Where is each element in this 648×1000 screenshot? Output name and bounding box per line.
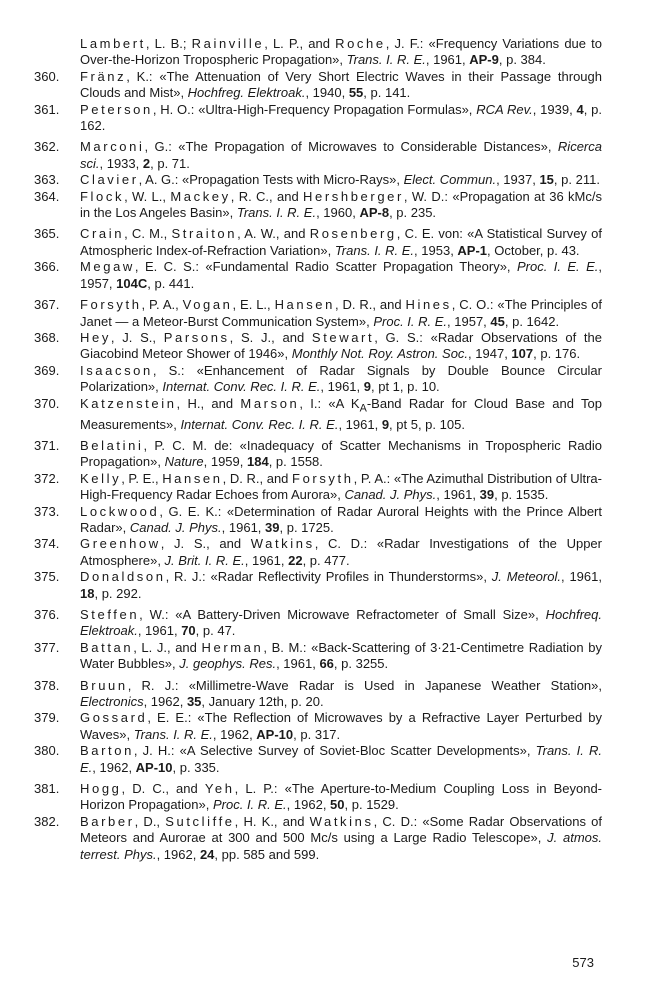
reference-text: , p. 47.: [195, 623, 236, 639]
reference-text: , H. O.: «Ultra-High-Frequency Propagation Formulas»,: [152, 101, 477, 117]
page-number: 573: [572, 955, 594, 970]
volume-number: 50: [330, 797, 345, 813]
author-name: Hogg: [80, 781, 122, 797]
author-name: Steffen: [80, 607, 140, 622]
author-name: Parsons: [163, 329, 230, 345]
reference-entry: 365. Crain, C. M., Straiton, A. W., and Rosenberg, C. E. von: «A Statistical Survey of Atmospheric Index-of-Refraction Variation», Trans. I. R. E., 1953, AP-1, October, p. 43.: [34, 226, 603, 258]
reference-text: , A. W., and: [237, 226, 310, 242]
reference-text: , H. K., and: [234, 813, 310, 829]
reference-text: , K.: «The Attenuation of Very Short Electric Waves in their Passage through Clouds and Mist»,: [80, 68, 602, 101]
author-name: Greenhow: [80, 536, 161, 552]
author-name: Katzenstein: [80, 395, 177, 411]
journal-name: Proc. I. E. E.: [516, 259, 599, 275]
author-name: Peterson: [80, 101, 153, 117]
reference-text: , L. B.;: [145, 36, 192, 51]
reference-text: , D. C., and: [121, 781, 205, 797]
volume-number: 24: [199, 846, 215, 862]
volume-number: 9: [381, 416, 390, 432]
reference-entry: 379. Gossard, E. E.: «The Reflection of Microwaves by a Refractive Layer Perturbed by Waves», Trans. I. R. E., 1962, AP-10, p. 317.: [34, 710, 602, 742]
reference-entry: 372. Kelly, P. E., Hansen, D. R., and Forsyth, P. A.: «The Azimuthal Distribution of Ultra-High-Frequency Radar Echoes from Aurora», Canad. J. Phys., 1961, 39, p. 1535.: [34, 470, 602, 503]
reference-text: , 1961,: [320, 379, 364, 395]
reference-entry: 366. Megaw, E. C. S.: «Fundamental Radio Scatter Propagation Theory», Proc. I. E. E., 1957, 104C, p. 441.: [34, 259, 602, 291]
volume-number: 4: [576, 101, 584, 117]
reference-text: , J. F.: «Frequency Variations due to Over-the-Horizon Tropospheric Propagation»,: [80, 36, 602, 68]
volume-number: 18: [80, 585, 95, 601]
volume-number: 39: [479, 487, 495, 503]
reference-text: , 1940,: [305, 85, 349, 101]
reference-text: , 1962,: [156, 846, 200, 862]
reference-entry: 380. Barton, J. H.: «A Selective Survey of Soviet-Bloc Scatter Developments», Trans. I. R. E., 1962, AP-10, p. 335.: [34, 743, 602, 775]
reference-text: , p. 3255.: [333, 656, 389, 672]
reference-text: , p. 1558.: [268, 454, 323, 470]
author-name: Barber: [80, 813, 135, 829]
author-name: Straiton: [171, 226, 238, 242]
reference-text: , P. A.: «The Azimuthal Distribution of Ultra-High-Frequency Radar Echoes from Aurora»,: [80, 470, 602, 503]
reference-text: , p. 477.: [302, 552, 350, 568]
author-name: Belatini: [80, 437, 144, 453]
journal-name: Internat. Conv. Rec. I. R. E.: [180, 416, 339, 432]
reference-text: , p. 292.: [94, 585, 142, 601]
reference-text: , D.,: [134, 813, 166, 829]
reference-text: , pt 5, p. 105.: [389, 416, 465, 432]
reference-entry: 373. Lockwood, G. E. K.: «Determination of Radar Auroral Heights with the Prince Albert Radar», Canad. J. Phys., 1961, 39, p. 1725.: [34, 503, 602, 535]
reference-text: , D. R., and: [222, 470, 293, 486]
journal-name: Trans. I. R. E.: [334, 242, 415, 258]
journal-name: Proc. I. R. E.: [373, 313, 448, 329]
journal-name: Canad. J. Phys.: [344, 487, 437, 503]
author-name: Lockwood: [80, 503, 160, 519]
reference-text: , H., and: [176, 395, 241, 411]
reference-text: , P. E.,: [121, 470, 163, 486]
author-name: Forsyth: [80, 297, 142, 313]
reference-text: , 1959,: [203, 454, 247, 470]
reference-entry: 381. Hogg, D. C., and Yeh, L. P.: «The Aperture-to-Medium Coupling Loss in Beyond-Horizon Propagation», Proc. I. R. E., 1962, 50, p. 1529.: [34, 781, 602, 813]
reference-text: , January 12th, p. 20.: [201, 694, 324, 710]
journal-name: Trans. I. R. E.: [236, 205, 317, 221]
volume-number: 2: [142, 155, 151, 171]
volume-number: AP-8: [359, 205, 390, 221]
author-name: Herman: [201, 639, 264, 655]
volume-number: 39: [265, 519, 280, 535]
reference-text: , E. E.: «The Reflection of Microwaves by a Refractive Layer Perturbed by Waves»,: [80, 710, 602, 742]
reference-text: , G.: «The Propagation of Microwaves to Considerable Distances»,: [144, 139, 558, 155]
volume-number: 184: [246, 454, 269, 470]
reference-text: , G. E. K.: «Determination of Radar Auroral Heights with the Prince Albert Radar»,: [80, 503, 602, 535]
reference-entry: [56, 36, 602, 69]
author-name: Barton: [80, 743, 134, 759]
journal-name: Trans. I. R. E.: [80, 743, 602, 775]
reference-text: , 1962,: [143, 694, 187, 710]
author-name: Fränz: [80, 68, 127, 84]
author-name: Megaw: [80, 259, 135, 275]
author-name: Yeh: [204, 781, 235, 797]
reference-entry: 363. Clavier, A. G.: «Propagation Tests with Micro-Rays», Elect. Commun., 1937, 15, p. 211.: [34, 172, 600, 188]
author-name: Rosenberg: [309, 226, 397, 242]
journal-name: Monthly Not. Roy. Astron. Soc.: [291, 346, 469, 362]
volume-number: AP-1: [457, 242, 488, 258]
journal-name: Proc. I. R. E.: [212, 797, 287, 813]
reference-entry: 367. Forsyth, P. A., Vogan, E. L., Hansen, D. R., and Hines, C. O.: «The Principles of Janet — a Meteor-Burst Communication System», Proc. I. R. E., 1957, 45, p. 1642.: [34, 297, 602, 329]
reference-text: , 1961,: [221, 519, 266, 535]
reference-text: , p. 1529.: [344, 797, 399, 813]
author-name: Rainville: [191, 36, 265, 51]
reference-entry: 371. Belatini, P. C. M. de: «Inadequacy of Scatter Mechanisms in Tropospheric Radio Propagation», Nature, 1959, 184, p. 1558.: [34, 437, 602, 470]
journal-name: Internat. Conv. Rec. I. R. E.: [162, 379, 321, 395]
author-name: Hines: [405, 297, 452, 313]
journal-name: Nature: [164, 454, 204, 470]
journal-name: Ricerca sci.: [80, 139, 602, 171]
reference-text: , W. L.,: [124, 188, 171, 204]
reference-text: , C. D.: «Radar Investigations of the Upper Atmosphere»,: [80, 536, 602, 568]
author-name: Battan: [80, 639, 134, 655]
reference-text: , J. S., and: [160, 536, 251, 552]
reference-text: , P. A.,: [141, 297, 183, 313]
author-name: Sutcliffe: [165, 813, 235, 829]
reference-text: , I.: «A K: [299, 395, 360, 411]
journal-name: RCA Rev.: [476, 101, 533, 117]
reference-text: , p. 211.: [553, 172, 600, 188]
author-name: Isaacson: [80, 362, 153, 378]
reference-text: , p. 1642.: [504, 313, 560, 329]
reference-text: , p. 317.: [293, 726, 341, 742]
reference-text: , C. O.: «The Principles of Janet — a Meteor-Burst Communication System»,: [80, 297, 602, 329]
journal-name: Hochfreg. Elektroak.: [187, 85, 306, 101]
author-name: Hey: [80, 329, 111, 345]
reference-text: , 1960,: [316, 205, 360, 221]
author-name: Lambert: [80, 36, 146, 51]
reference-text: , J. H.: «A Selective Survey of Soviet-Bloc Scatter Developments»,: [133, 743, 536, 759]
reference-text: , p. 235.: [389, 205, 437, 221]
journal-name: Elect. Commun.: [403, 172, 497, 188]
author-name: Mackey: [170, 188, 231, 204]
reference-text: , A. G.: «Propagation Tests with Micro-Rays»,: [138, 172, 404, 188]
reference-entry: 370. Katzenstein, H., and Marson, I.: «A $K_A$-Band Radar for Cloud Base and Top Measurements», Internat. Conv. Rec. I. R. E., 1961, 9, pt 5, p. 105.: [34, 395, 603, 432]
volume-number: 22: [288, 552, 303, 568]
reference-text: -Band Radar for Cloud Base and Top Measurements»,: [80, 395, 603, 432]
reference-text: , 1961,: [425, 52, 470, 68]
author-name: Clavier: [80, 172, 139, 188]
author-name: Donaldson: [80, 569, 166, 585]
journal-name: Trans. I. R. E.: [133, 726, 213, 742]
reference-text: , C. E. von: «A Statistical Survey of Atmospheric Index-of-Refraction Variation»,: [80, 226, 603, 258]
journal-name: Electronics: [80, 694, 144, 710]
reference-text: , G. S.: «Radar Observations of the Giacobind Meteor Shower of 1946»,: [80, 329, 602, 362]
reference-text: , R. J.: «Millimetre-Wave Radar is Used in Japanese Weather Station»,: [127, 677, 602, 693]
reference-text: , p. 162.: [80, 101, 602, 134]
reference-text: , p. 384.: [498, 52, 546, 68]
reference-entry: 360. Fränz, K.: «The Attenuation of Very Short Electric Waves in their Passage through Clouds and Mist», Hochfreg. Elektroak., 1940, 55, p. 141.: [34, 68, 602, 101]
reference-text: , 1957,: [80, 259, 602, 291]
reference-text: , 1939,: [532, 101, 577, 117]
reference-text: , 1947,: [468, 346, 512, 362]
author-name: Roche: [335, 36, 386, 51]
reference-text: , 1961,: [244, 552, 289, 568]
reference-text: , p. 1725.: [279, 519, 334, 535]
reference-text: , October, p. 43.: [487, 242, 580, 258]
reference-text: , C. M.,: [124, 226, 172, 242]
volume-number: 104C: [116, 275, 148, 291]
reference-text: , J. S.,: [110, 329, 164, 345]
reference-text: , 1962,: [212, 726, 257, 742]
reference-text: , 1953,: [414, 242, 458, 258]
reference-text: , B. M.: «Back-Scattering of 3·21-Centimetre Radiation by Water Bubbles»,: [80, 639, 602, 672]
journal-name: J. geophys. Res.: [179, 656, 277, 672]
author-name: Hansen: [162, 470, 223, 486]
reference-text: , L. P., and: [264, 36, 336, 51]
author-name: Flock: [80, 188, 125, 204]
reference-text: , p. 176.: [533, 346, 581, 362]
reference-text: A: [359, 402, 367, 415]
volume-number: 9: [363, 379, 371, 395]
author-name: Forsyth: [292, 470, 354, 486]
journal-name: J. atmos. terrest. Phys.: [80, 830, 602, 862]
reference-text: , 1961,: [560, 569, 602, 585]
reference-list: [34, 36, 603, 863]
author-name: Kelly: [80, 470, 122, 486]
reference-text: , pt 1, p. 10.: [371, 379, 440, 395]
reference-text: , pp. 585 and 599.: [214, 846, 320, 862]
reference-text: , p. 335.: [172, 759, 220, 775]
reference-text: , p. 1535.: [494, 487, 549, 503]
reference-entry: 362. Marconi, G.: «The Propagation of Microwaves to Considerable Distances», Ricerca sci., 1933, 2, p. 71.: [34, 139, 602, 171]
author-name: Bruun: [80, 677, 128, 693]
volume-number: 45: [490, 313, 505, 329]
reference-entry: 377. Battan, L. J., and Herman, B. M.: «Back-Scattering of 3·21-Centimetre Radiation by Water Bubbles», J. geophys. Res., 1961, 66, p. 3255.: [34, 639, 602, 672]
reference-text: , S.: «Enhancement of Radar Signals by Double Bounce Circular Polarization»,: [80, 362, 602, 395]
journal-name: J. Brit. I. R. E.: [164, 552, 245, 568]
volume-number: 15: [539, 172, 554, 188]
reference-text: , W.: «A Battery-Driven Microwave Refractometer of Small Size»,: [139, 607, 546, 622]
reference-text: , E. C. S.: «Fundamental Radio Scatter Propagation Theory»,: [134, 259, 517, 275]
author-name: Gossard: [80, 710, 148, 726]
author-name: Vogan: [182, 297, 233, 313]
reference-text: , 1933,: [99, 155, 143, 171]
journal-name: Trans. I. R. E.: [346, 52, 426, 68]
volume-number: AP-9: [469, 52, 499, 68]
reference-text: , L. P.: «The Aperture-to-Medium Coupling Loss in Beyond-Horizon Propagation»,: [80, 781, 602, 813]
author-name: Marconi: [80, 139, 145, 155]
volume-number: AP-10: [135, 759, 173, 775]
reference-text: , R. J.: «Radar Reflectivity Profiles in Thunderstorms»,: [165, 569, 492, 585]
author-name: Crain: [80, 226, 125, 242]
reference-text: , L. J., and: [133, 639, 202, 655]
reference-text: , 1961,: [137, 623, 182, 639]
reference-entry: 382. Barber, D., Sutcliffe, H. K., and Watkins, C. D.: «Some Radar Observations of Meteors and Aurorae at 300 and 500 Mc/s using a Large Radio Telescope», J. atmos. terrest. Phys., 1962, 24, pp. 585 and 599.: [34, 813, 602, 862]
author-name: Watkins: [250, 536, 315, 552]
author-name: Hershberger: [303, 188, 404, 204]
journal-name: Hochfreq. Elektroak.: [80, 607, 602, 639]
volume-number: 70: [181, 623, 196, 639]
reference-text: , 1962,: [286, 797, 331, 813]
reference-text: , 1961,: [338, 416, 382, 432]
reference-entry: 364. Flock, W. L., Mackey, R. C., and Hershberger, W. D.: «Propagation at 36 kMc/s in the Los Angeles Basin», Trans. I. R. E., 1960, AP-8, p. 235.: [34, 188, 602, 221]
reference-text: , P. C. M. de: «Inadequacy of Scatter Mechanisms in Tropospheric Radio Propagation»,: [80, 437, 602, 470]
volume-number: 66: [319, 656, 334, 672]
author-name: Watkins: [309, 813, 374, 829]
reference-entry: 374. Greenhow, J. S., and Watkins, C. D.: «Radar Investigations of the Upper Atmosphere», J. Brit. I. R. E., 1961, 22, p. 477.: [34, 536, 602, 568]
reference-text: , 1961,: [436, 487, 480, 503]
reference-entry: 369. Isaacson, S.: «Enhancement of Radar Signals by Double Bounce Circular Polarization», Internat. Conv. Rec. I. R. E., 1961, 9, pt 1, p. 10.: [34, 362, 602, 395]
author-name: Stewart: [311, 329, 375, 345]
reference-text: , p. 141.: [363, 85, 411, 101]
volume-number: AP-10: [256, 726, 294, 742]
reference-text: , 1937,: [496, 172, 540, 188]
author-name: Hansen: [274, 297, 335, 313]
reference-text: , R. C., and: [230, 188, 304, 204]
reference-entry: 361. Peterson, H. O.: «Ultra-High-Frequency Propagation Formulas», RCA Rev., 1939, 4, p. 162.: [34, 101, 602, 134]
volume-number: 35: [186, 694, 202, 710]
author-name: Marson: [240, 395, 300, 411]
volume-number: 107: [511, 346, 534, 362]
reference-text: , S. J., and: [229, 329, 312, 345]
journal-name: J. Meteorol.: [491, 569, 561, 585]
reference-entry: 378. Bruun, R. J.: «Millimetre-Wave Radar is Used in Japanese Weather Station», Electronics, 1962, 35, January 12th, p. 20.: [34, 677, 602, 710]
reference-entry: 368. Hey, J. S., Parsons, S. J., and Stewart, G. S.: «Radar Observations of the Giacobind Meteor Shower of 1946», Monthly Not. Roy. Astron. Soc., 1947, 107, p. 176.: [34, 329, 602, 362]
reference-text: , 1961,: [276, 656, 320, 672]
reference-entry: 375. Donaldson, R. J.: «Radar Reflectivity Profiles in Thunderstorms», J. Meteorol., 1961, 18, p. 292.: [34, 569, 602, 601]
reference-entry: 376. Steffen, W.: «A Battery-Driven Microwave Refractometer of Small Size», Hochfreq. Elektroak., 1961, 70, p. 47.: [34, 607, 602, 639]
reference-text: , p. 441.: [147, 275, 195, 291]
reference-text: , C. D.: «Some Radar Observations of Meteors and Aurorae at 300 and 500 Mc/s using a Large Radio Telescope»,: [80, 813, 602, 846]
journal-name: Canad. J. Phys.: [129, 519, 222, 535]
reference-text: , 1957,: [447, 313, 491, 329]
volume-number: 55: [348, 85, 364, 101]
reference-text: , W. D.: «Propagation at 36 kMc/s in the Los Angeles Basin»,: [80, 188, 602, 221]
reference-text: , p. 71.: [150, 155, 190, 171]
reference-text: , D. R., and: [334, 297, 406, 313]
reference-text: , 1962,: [92, 759, 136, 775]
reference-text: , E. L.,: [232, 297, 275, 313]
